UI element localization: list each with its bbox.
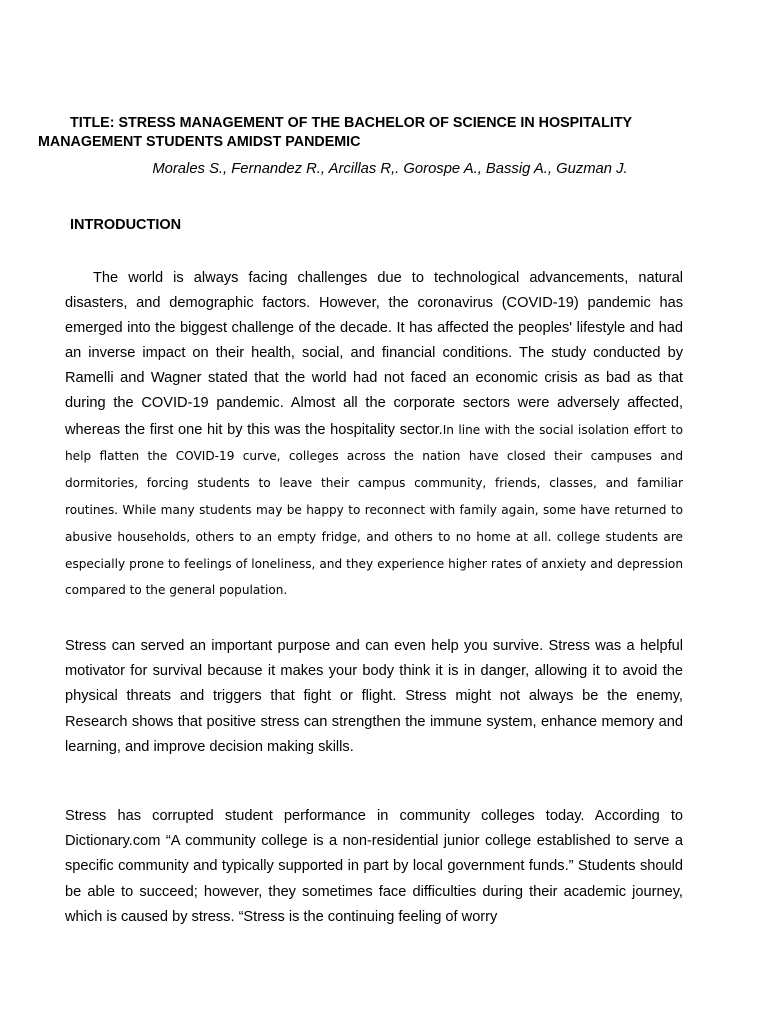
author-list: Morales S., Fernandez R., Arcillas R,. Gorospe A., Bassig A., Guzman J.: [152, 161, 628, 177]
section-heading: INTRODUCTION: [70, 217, 182, 233]
body-paragraph: [65, 266, 683, 604]
body-paragraph: Stress has corrupted student performance in community colleges today. According to Dictionary.com “A community college is a non-residential junior college established to serve a specific community and typically supported in part by local government funds.” Students should be able to succeed; however, they sometimes face difficulties during their academic journey, which is caused by stress. “Stress is the continuing feeling of worry: [65, 808, 683, 925]
body-paragraph: Stress can served an important purpose and can even help you survive. Stress was a helpful motivator for survival because it makes your body think it is in danger, allowing it to avoid the physical threats and triggers that fight or flight. Stress might not always be the enemy, Research shows that positive stress can strengthen the immune system, enhance memory and learning, and improve decision making skills.: [65, 638, 683, 755]
paragraph-text-alt-font: In line with the social isolation effort to help flatten the COVID-19 curve, colleges across the nation have closed their campuses and dormitories, forcing students to leave their campus community, friends, classes, and familiar routines. While many students may be happy to reconnect with family again, some have returned to abusive households, others to an empty fridge, and others to no home at all. college students are especially prone to feelings of loneliness, and they experience higher rates of anxiety and depression compared to the general population.: [65, 422, 684, 598]
document-title: TITLE: STRESS MANAGEMENT OF THE BACHELOR OF SCIENCE IN HOSPITALITY MANAGEMENT STUDENTS AMIDST PANDEMIC: [38, 115, 632, 150]
paragraph-text: The world is always facing challenges due to technological advancements, natural disasters, and demographic factors. However, the coronavirus (COVID-19) pandemic has emerged into the biggest challenge of the decade. It has affected the peoples' lifestyle and had an inverse impact on their health, social, and financial conditions. The study conducted by Ramelli and Wagner stated that the world had not faced an economic crisis as bad as that during the COVID-19 pandemic. Almost all the corporate sectors were adversely affected, whereas the first one hit by this was the hospitality sector.: [65, 270, 683, 438]
